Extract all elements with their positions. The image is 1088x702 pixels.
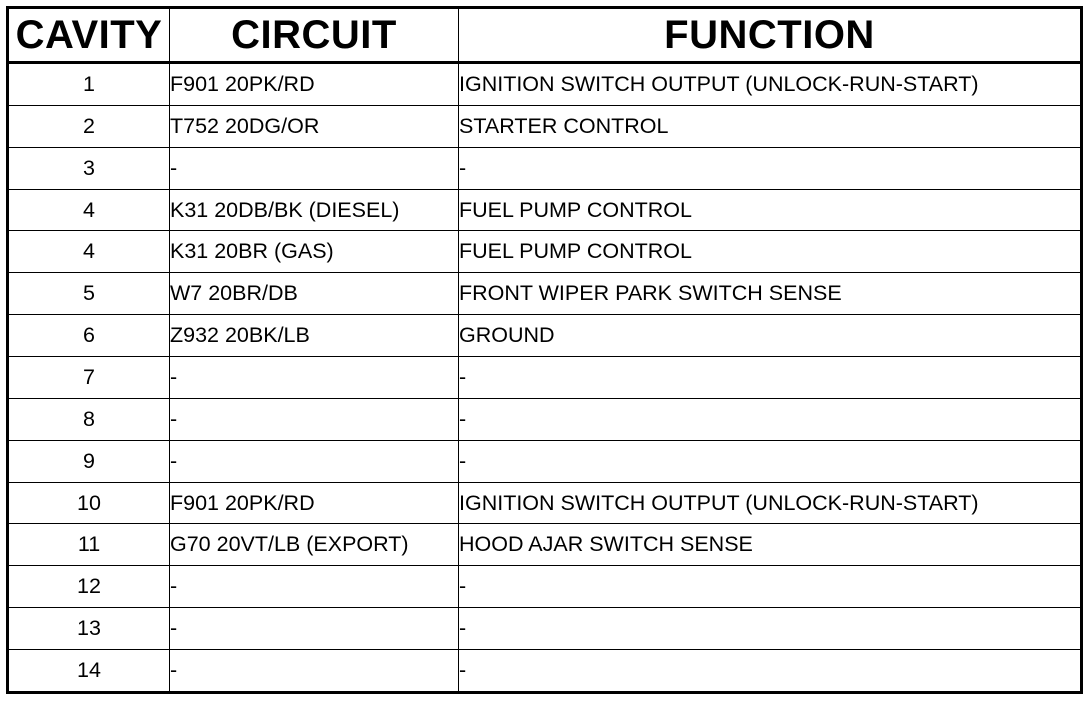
circuit-cell: T752 20DG/OR [170,105,459,147]
cavity-cell: 7 [8,357,170,399]
cavity-cell: 13 [8,608,170,650]
table-row [8,273,1082,315]
circuit-cell: F901 20PK/RD [170,63,459,106]
function-cell: - [459,398,1082,440]
circuit-cell: - [170,147,459,189]
table-row [8,524,1082,566]
function-cell: HOOD AJAR SWITCH SENSE [459,524,1082,566]
connector-pinout-table [6,6,1083,694]
table-row [8,315,1082,357]
function-cell: - [459,440,1082,482]
cavity-cell: 2 [8,105,170,147]
cavity-cell: 6 [8,315,170,357]
table-row [8,63,1082,106]
cavity-cell: 1 [8,63,170,106]
function-cell: IGNITION SWITCH OUTPUT (UNLOCK-RUN-START) [459,63,1082,106]
cavity-cell: 11 [8,524,170,566]
circuit-cell: - [170,357,459,399]
function-cell: IGNITION SWITCH OUTPUT (UNLOCK-RUN-START) [459,482,1082,524]
table-header-row [8,8,1082,63]
column-header-circuit: CIRCUIT [170,8,459,63]
cavity-cell: 12 [8,566,170,608]
cavity-cell: 4 [8,231,170,273]
circuit-cell: Z932 20BK/LB [170,315,459,357]
table-row [8,608,1082,650]
table-row [8,650,1082,693]
circuit-cell: W7 20BR/DB [170,273,459,315]
column-header-function: FUNCTION [459,8,1082,63]
table-row [8,398,1082,440]
table-row [8,105,1082,147]
table-row [8,482,1082,524]
function-cell: - [459,147,1082,189]
table-body [8,63,1082,693]
function-cell: GROUND [459,315,1082,357]
circuit-cell: K31 20DB/BK (DIESEL) [170,189,459,231]
function-cell: FUEL PUMP CONTROL [459,189,1082,231]
function-cell: - [459,650,1082,693]
cavity-cell: 3 [8,147,170,189]
table-row [8,440,1082,482]
circuit-cell: - [170,650,459,693]
circuit-cell: - [170,440,459,482]
table-row [8,147,1082,189]
cavity-cell: 4 [8,189,170,231]
cavity-cell: 5 [8,273,170,315]
function-cell: STARTER CONTROL [459,105,1082,147]
circuit-cell: - [170,566,459,608]
function-cell: FRONT WIPER PARK SWITCH SENSE [459,273,1082,315]
circuit-cell: - [170,608,459,650]
cavity-cell: 8 [8,398,170,440]
cavity-cell: 9 [8,440,170,482]
function-cell: FUEL PUMP CONTROL [459,231,1082,273]
connector-pinout-document [6,6,1080,694]
circuit-cell: G70 20VT/LB (EXPORT) [170,524,459,566]
table-row [8,566,1082,608]
cavity-cell: 10 [8,482,170,524]
function-cell: - [459,566,1082,608]
table-row [8,189,1082,231]
table-row [8,231,1082,273]
circuit-cell: K31 20BR (GAS) [170,231,459,273]
column-header-cavity: CAVITY [8,8,170,63]
table-row [8,357,1082,399]
function-cell: - [459,357,1082,399]
circuit-cell: F901 20PK/RD [170,482,459,524]
function-cell: - [459,608,1082,650]
circuit-cell: - [170,398,459,440]
cavity-cell: 14 [8,650,170,693]
